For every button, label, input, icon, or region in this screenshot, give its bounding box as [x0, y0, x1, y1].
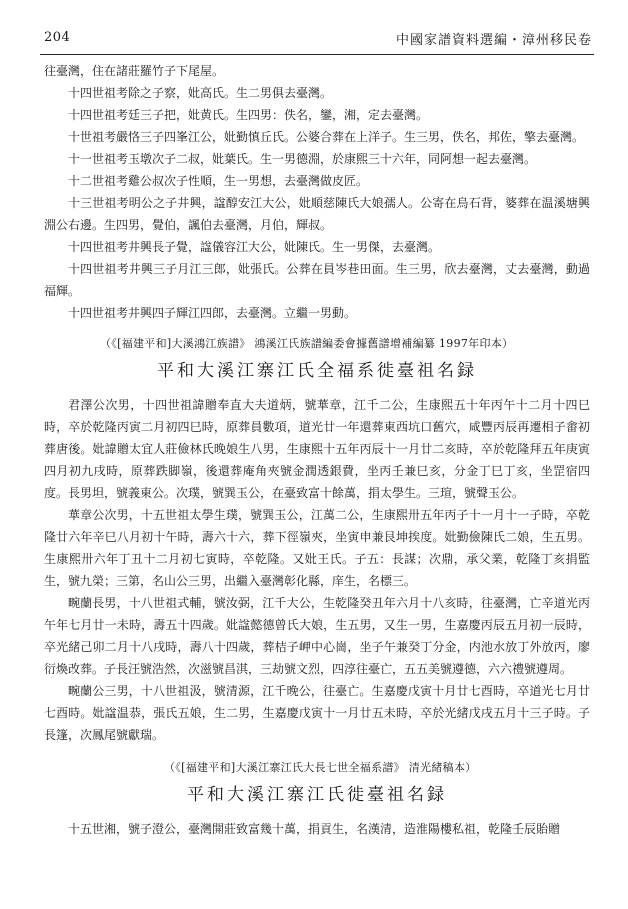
paragraph: 往臺灣，住在諸莊羅竹子下尾屋。 — [44, 64, 225, 78]
source-citation: （《[福建平和]大溪鴻江族譜》 鴻溪江氏族譜編委會據舊譜增補編纂 1997年印本） — [100, 337, 514, 350]
paragraph: 畹蘭公三男，十八世祖汲，號清源，江千晚公，往臺亡。生嘉慶戊寅十月廿七酉時，卒道光七月廿七酉時。妣諡温恭，張氏五娘，生二男，生嘉慶戊寅十一月廿五未時，卒於光緒戊戌五月十三子時。子長篷，次鳳尾號獻瑞。 — [44, 684, 590, 742]
source-citation: （《[福建平和]大溪江寨江氏大長七世全福系譜》 清光緒稿本） — [164, 761, 477, 774]
page-header — [44, 26, 592, 50]
section-2 — [44, 758, 590, 840]
paragraph: 十四世祖考除之子察，妣高氏。生二男俱去臺灣。 — [68, 86, 333, 100]
paragraph: 畹蘭長男，十八世祖式輔，號汝弼，江千大公，生乾隆癸丑年六月十八亥時，往臺灣，亡辛道光丙午年七月廿一未時，壽五十四歲。妣諡懿德曾氏大娘，生五男，又生一男，生嘉慶丙辰五月初一辰時，卒光緒己卯二月十八戌時，壽八十四歲，葬桔子岬中心崗，坐子午兼癸丁分金，内池水放丁外放丙，廖衍煥改葬。子長汪號浩然，次滋號昌淇，三劫號文烈，四淳往臺亡，五五美號遵德，六六禮號遵周。 — [44, 596, 590, 676]
paragraph: 十四世祖考井興長子覺，諡儀容江大公，妣陳氏。生一男傑，去臺灣。 — [68, 240, 441, 254]
paragraph: 十三世祖考明公之子井興，諡醇安江大公，妣順慈陳氏大娘孺人。公寄在烏石背，婆葬在温溪塘興淵公右邊。生四男，覺伯，諷伯去臺灣，月伯，輝叔。 — [44, 196, 590, 232]
section-1 — [44, 334, 590, 746]
paragraph: 十四世祖考井興三子月江三郎，妣張氏。公葬在員岑巷田面。生三男，欣去臺灣，丈去臺灣，動過福輝。 — [44, 262, 590, 298]
header-divider — [40, 54, 594, 55]
section-title: 平和大溪江寨江氏徙臺祖名録 — [187, 785, 447, 805]
paragraph: 君澤公次男，十四世祖諱贈奉直大夫道炳，號華章，江千二公，生康熙五十年丙午十二月十四巳時，卒於乾隆丙寅二月初四巳時，原葬員數項，道光廿一年還葬東西坑口舊穴，咸豐丙辰再遷相子畬初葬唐後。妣諱贈太宜人莊儉林氏晚娘生八男，生康熙十五年丙辰十一月廿二亥時，卒於乾隆拜五年庚寅四月初九戌時，原葬跌脚嶺，後還葬庵角夾號金潤透銀費，坐丙壬兼巳亥，分金丁巳丁亥，坐罡宿四度。長男坦，號義東公。次璞，號巽玉公，在臺致富十餘萬，捐太學生。三瑄，號聲玉公。 — [44, 398, 590, 500]
page-number: 204 — [44, 30, 71, 45]
paragraph: 十四世祖考井興四子輝江四郎，去臺灣。立繼一男動。 — [68, 306, 357, 320]
block-1 — [44, 60, 590, 324]
paragraph: 十世祖考嚴恪三子四峯江公，妣勤慎丘氏。公婆合葬在上洋子。生三男，佚名，邦佐，擎去臺灣。 — [68, 130, 585, 144]
paragraph: 十二世祖考雞公叔次子性順，生一男想，去臺灣做皮匠。 — [68, 174, 369, 188]
paragraph: 十四世祖考廷三子把，妣黄氏。生四男：佚名，鑾，湘，定去臺灣。 — [68, 108, 429, 122]
page-content — [44, 60, 590, 840]
section-title: 平和大溪江寨江氏全福系徙臺祖名録 — [157, 361, 477, 381]
paragraph: 華章公次男，十五世祖太學生璞，號巽玉公，江萬二公，生康熙卅五年丙子十一月十一子時，卒乾隆廿六年辛巳八月初十午時，壽六十六，葬下徑嶺夾，坐寅申兼艮坤挨度。妣勤儉陳氏二娘，生五男。生康熙卅六年丁丑十二月初七寅時，卒乾隆。又妣王氏。子五：長謀；次鼎，承父業，乾隆丁亥捐監生，號九榮；三第，名山公三男，出繼入臺灣彰化縣，庠生，名標三。 — [44, 508, 590, 588]
paragraph: 十五世湘，號子澄公，臺灣開莊致富幾十萬，捐貢生，名漢清，造淮陽樓私祖，乾隆壬辰貽贈 — [68, 822, 561, 836]
paragraph: 十一世祖考玉墩次子二叔，妣葉氏。生一男德淵，於康熙三十六年，同阿想一起去臺灣。 — [68, 152, 537, 166]
book-title: 中國家譜資料選編・漳州移民卷 — [395, 33, 592, 48]
